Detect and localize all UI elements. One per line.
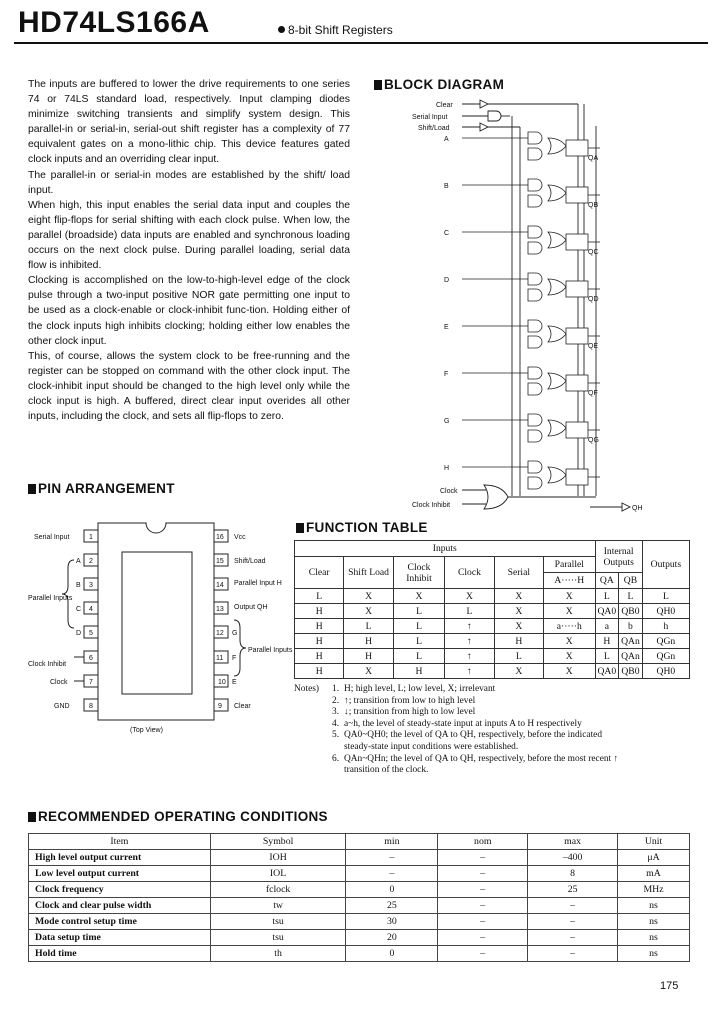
input-a-label: A [444,136,449,143]
table-cell: L [295,589,344,604]
pin-number: 8 [89,703,93,710]
table-row [295,589,690,604]
table-row [295,619,690,634]
table-cell: L [393,649,445,664]
square-bullet-icon [374,80,382,90]
output-qa-label: QA [588,155,599,162]
table-cell: b [619,619,643,634]
output-qh-label: QH [632,505,643,512]
table-cell: Data setup time [29,930,211,946]
col-qb: QB [619,573,643,589]
function-table-title: FUNCTION TABLE [306,520,428,535]
table-cell: ↑ [445,664,494,679]
col-unit: Unit [618,834,690,850]
serial-input-label: Serial Input [412,114,448,121]
table-cell: H [344,649,393,664]
note-number: 5. [332,730,340,741]
description [28,77,350,424]
output-qf-label: QF [588,390,598,397]
table-cell: H [393,664,445,679]
note-number: 6. [332,753,340,764]
pin-signal: Clock [50,679,68,686]
table-cell: – [438,930,528,946]
function-table [294,540,690,679]
table-row [29,914,690,930]
output-qb-label: QB [588,202,599,209]
inputs-header: Inputs [295,541,596,557]
table-cell: tsu [210,930,346,946]
pin-signal: E [232,679,237,686]
table-cell: a [595,619,619,634]
table-cell: tsu [210,914,346,930]
block-diagram-heading [374,77,504,92]
table-cell: 8 [528,866,618,882]
table-cell: – [438,850,528,866]
input-b-label: B [444,183,449,190]
table-cell: Mode control setup time [29,914,211,930]
pin-arrangement-heading [28,481,175,496]
table-cell: 0 [346,882,438,898]
pin-signal: Clock Inhibit [28,661,67,668]
pin-number: 5 [89,630,93,637]
table-row [29,866,690,882]
function-table-notes [294,684,624,777]
header-rule [14,42,708,44]
table-cell: H [295,664,344,679]
clear-label: Clear [436,102,453,109]
clock-label: Clock [440,488,458,495]
table-row [295,604,690,619]
note-number: 3. [332,707,340,718]
note-number: 4. [332,718,340,729]
table-cell: 0 [346,946,438,962]
note-number: 2. [332,695,340,706]
note-text: ↓; transition from high to low level [344,707,476,718]
table-cell: a·····h [544,619,596,634]
table-cell: – [438,946,528,962]
table-cell: L [393,619,445,634]
pin-signal: Serial Input [34,534,70,541]
table-cell: QAn [619,649,643,664]
table-cell: H [595,634,619,649]
input-c-label: C [444,230,450,237]
square-bullet-icon [296,523,304,533]
table-cell: QB0 [619,664,643,679]
square-bullet-icon [28,812,36,822]
internal-outputs-header: Internal Outputs [595,541,642,573]
table-cell: X [344,604,393,619]
col-clock: Clock [445,557,494,589]
table-row [29,930,690,946]
table-cell: – [438,882,528,898]
table-cell: ns [618,946,690,962]
table-cell: X [494,604,543,619]
pin-signal: Vcc [234,534,246,541]
shift-load-label: Shift/Load [418,125,450,132]
table-cell: H [295,649,344,664]
table-cell: fclock [210,882,346,898]
table-cell: H [295,634,344,649]
table-cell: – [438,898,528,914]
table-cell: X [494,589,543,604]
table-cell: QH0 [642,604,689,619]
function-table-heading [296,520,428,535]
note-number: 1. [332,684,340,694]
table-cell: IOH [210,850,346,866]
description-paragraph: When high, this input enables the serial data input and couples the eight flip-flops for serial shifting with each clock pulse. When low, the parallel (broadside) data inputs are enabled and synchronous loading occurs on the next clock pulse. During parallel loading, serial data flow is inhibited. [28,199,350,272]
outputs-header: Outputs [642,541,689,589]
table-row [29,946,690,962]
table-cell: High level output current [29,850,211,866]
table-cell: μA [618,850,690,866]
col-item: Item [29,834,211,850]
table-cell: QA0 [595,664,619,679]
table-cell: ↑ [445,619,494,634]
table-cell: – [438,914,528,930]
table-cell: Low level output current [29,866,211,882]
col-clock-inhibit: Clock Inhibit [393,557,445,589]
col-parallel-sub: A·····H [544,573,596,589]
clock-inhibit-label: Clock Inhibit [412,502,451,509]
note-text: QA0~QH0; the level of QA to QH, respectively, before the indicated steady-state input conditions were established. [344,730,603,752]
pin-number: 14 [216,582,224,589]
col-max: max [528,834,618,850]
table-cell: 25 [528,882,618,898]
bullet-icon [278,26,285,33]
table-cell: ↑ [445,649,494,664]
table-cell: X [544,649,596,664]
pin-signal: G [232,630,238,637]
note-text: QAn~QHn; the level of QA to QH, respectively, before the most recent ↑ transition of the clock. [344,753,619,776]
pin-signal: Clear [234,703,251,710]
subtitle: 8-bit Shift Registers [288,23,393,37]
table-cell: MHz [618,882,690,898]
col-qa: QA [595,573,619,589]
right-group-label: Parallel Inputs [248,647,293,654]
table-row [295,649,690,664]
col-shift-load: Shift Load [344,557,393,589]
right-top-group-label: Parallel Input H [234,580,282,587]
output-qe-label: QE [588,343,599,350]
pin-number: 2 [89,558,93,565]
block-diagram-title: BLOCK DIAGRAM [384,77,505,92]
pin-number: 16 [216,534,224,541]
table-cell: th [210,946,346,962]
table-cell: tw [210,898,346,914]
table-cell: – [346,850,438,866]
table-cell: X [544,589,596,604]
table-cell: X [494,619,543,634]
table-cell: mA [618,866,690,882]
col-nom: nom [438,834,528,850]
page-number: 175 [660,980,679,992]
left-group-label: Parallel Inputs [28,595,73,602]
col-symbol: Symbol [210,834,346,850]
table-cell: – [346,866,438,882]
pin-number: 10 [218,679,226,686]
table-cell: – [438,866,528,882]
right-output-label: Output QH [234,604,268,611]
pin-number: 13 [216,606,224,613]
pin-signal: C [76,606,82,613]
table-cell: 20 [346,930,438,946]
description-paragraph: The parallel-in or serial-in modes are established by the shift/ load input. [28,169,350,196]
pin-number: 3 [89,582,93,589]
subtitle-wrap [278,23,393,37]
table-cell: – [528,946,618,962]
input-e-label: E [444,324,449,331]
pin-diagram [28,518,293,740]
table-cell: ns [618,914,690,930]
output-qd-label: QD [588,296,599,303]
table-cell: QAn [619,634,643,649]
table-cell: H [494,634,543,649]
col-parallel: Parallel [544,557,596,573]
pin-number: 9 [218,703,222,710]
note-text: H; high level, L; low level, X; irrelevant [344,684,496,694]
description-paragraph: Clocking is accomplished on the low-to-high-level edge of the clock pulse through a two-input positive NOR gate permitting one input to be used as a clock-enable or clock-inhibit func-tion. Holding either of the clock inputs high inhibits clocking; holding either low enables the other clock input. [28,275,350,347]
table-cell: L [344,619,393,634]
pin-signal: A [76,558,81,565]
table-cell: –400 [528,850,618,866]
table-cell: ns [618,898,690,914]
table-cell: – [528,930,618,946]
pin-number: 1 [89,534,93,541]
table-cell: ns [618,930,690,946]
table-cell: QA0 [595,604,619,619]
table-cell: 25 [346,898,438,914]
pin-number: 12 [216,630,224,637]
table-cell: L [445,604,494,619]
table-cell: QGn [642,649,689,664]
pin-signal: F [232,655,237,662]
table-cell: ↑ [445,634,494,649]
table-cell: L [642,589,689,604]
recommended-table [28,833,690,962]
part-number: HD74LS166A [18,6,210,39]
col-min: min [346,834,438,850]
table-row [295,664,690,679]
pin-signal: B [76,582,81,589]
table-cell: L [494,649,543,664]
pin-signal: Shift/Load [234,558,266,565]
table-cell: – [528,914,618,930]
table-cell: L [393,604,445,619]
table-cell: 30 [346,914,438,930]
table-cell: X [344,664,393,679]
description-paragraph: This, of course, allows the system clock to be free-running and the register can be stopped on command with the other clock input. The clock-inhibit input should be changed to the high level only while the clock input is high. A buffered, direct clear input overides all other inputs, including the clock, and sets all flip-flops to zero. [28,350,350,423]
table-cell: X [344,589,393,604]
pin-number: 11 [216,655,224,662]
table-cell: – [528,898,618,914]
table-cell: X [445,589,494,604]
table-row [29,898,690,914]
table-cell: H [295,604,344,619]
table-cell: QB0 [619,604,643,619]
table-cell: QH0 [642,664,689,679]
recommended-title: RECOMMENDED OPERATING CONDITIONS [38,809,328,824]
table-cell: Hold time [29,946,211,962]
pin-number: 15 [216,558,224,565]
pin-signal: GND [54,703,70,710]
table-cell: L [393,634,445,649]
col-clear: Clear [295,557,344,589]
table-cell: L [619,589,643,604]
table-cell: L [595,649,619,664]
pin-number: 6 [89,655,93,662]
block-diagram [400,96,700,516]
pin-arrangement-title: PIN ARRANGEMENT [38,481,175,496]
table-cell: X [544,634,596,649]
table-cell: Clock frequency [29,882,211,898]
table-row [29,850,690,866]
input-h-label: H [444,465,450,472]
square-bullet-icon [28,484,36,494]
description-paragraph: The inputs are buffered to lower the drive requirements to one series 74 or 74LS standard load, respectively. Input clamping diodes minimize switching transients and simplify system design. This parallel-in or serial-in, serial-out shift register has a complexity of 77 equivalent gates on a mono-lithic chip. This device features gated clock inputs and an overriding clear input. [28,79,350,166]
table-cell: X [544,604,596,619]
pin-number: 7 [89,679,93,686]
table-cell: H [344,634,393,649]
recommended-heading [28,809,328,824]
top-view-label: (Top View) [130,727,163,734]
note-text: ↑; transition from low to high level [344,695,476,706]
input-g-label: G [444,418,450,425]
table-cell: X [393,589,445,604]
table-cell: H [295,619,344,634]
pin-signal: D [76,630,82,637]
table-cell: QGn [642,634,689,649]
pin-number: 4 [89,606,93,613]
input-f-label: F [444,371,449,378]
table-cell: IOL [210,866,346,882]
output-qc-label: QC [588,249,599,256]
input-d-label: D [444,277,450,284]
table-row [29,882,690,898]
table-cell: X [494,664,543,679]
table-cell: X [544,664,596,679]
table-cell: L [595,589,619,604]
col-serial: Serial [494,557,543,589]
output-qg-label: QG [588,437,599,444]
table-cell: h [642,619,689,634]
table-row [295,634,690,649]
note-text: a~h, the level of steady-state input at inputs A to H respectively [344,718,582,729]
notes-label: Notes) [294,684,319,694]
table-cell: Clock and clear pulse width [29,898,211,914]
